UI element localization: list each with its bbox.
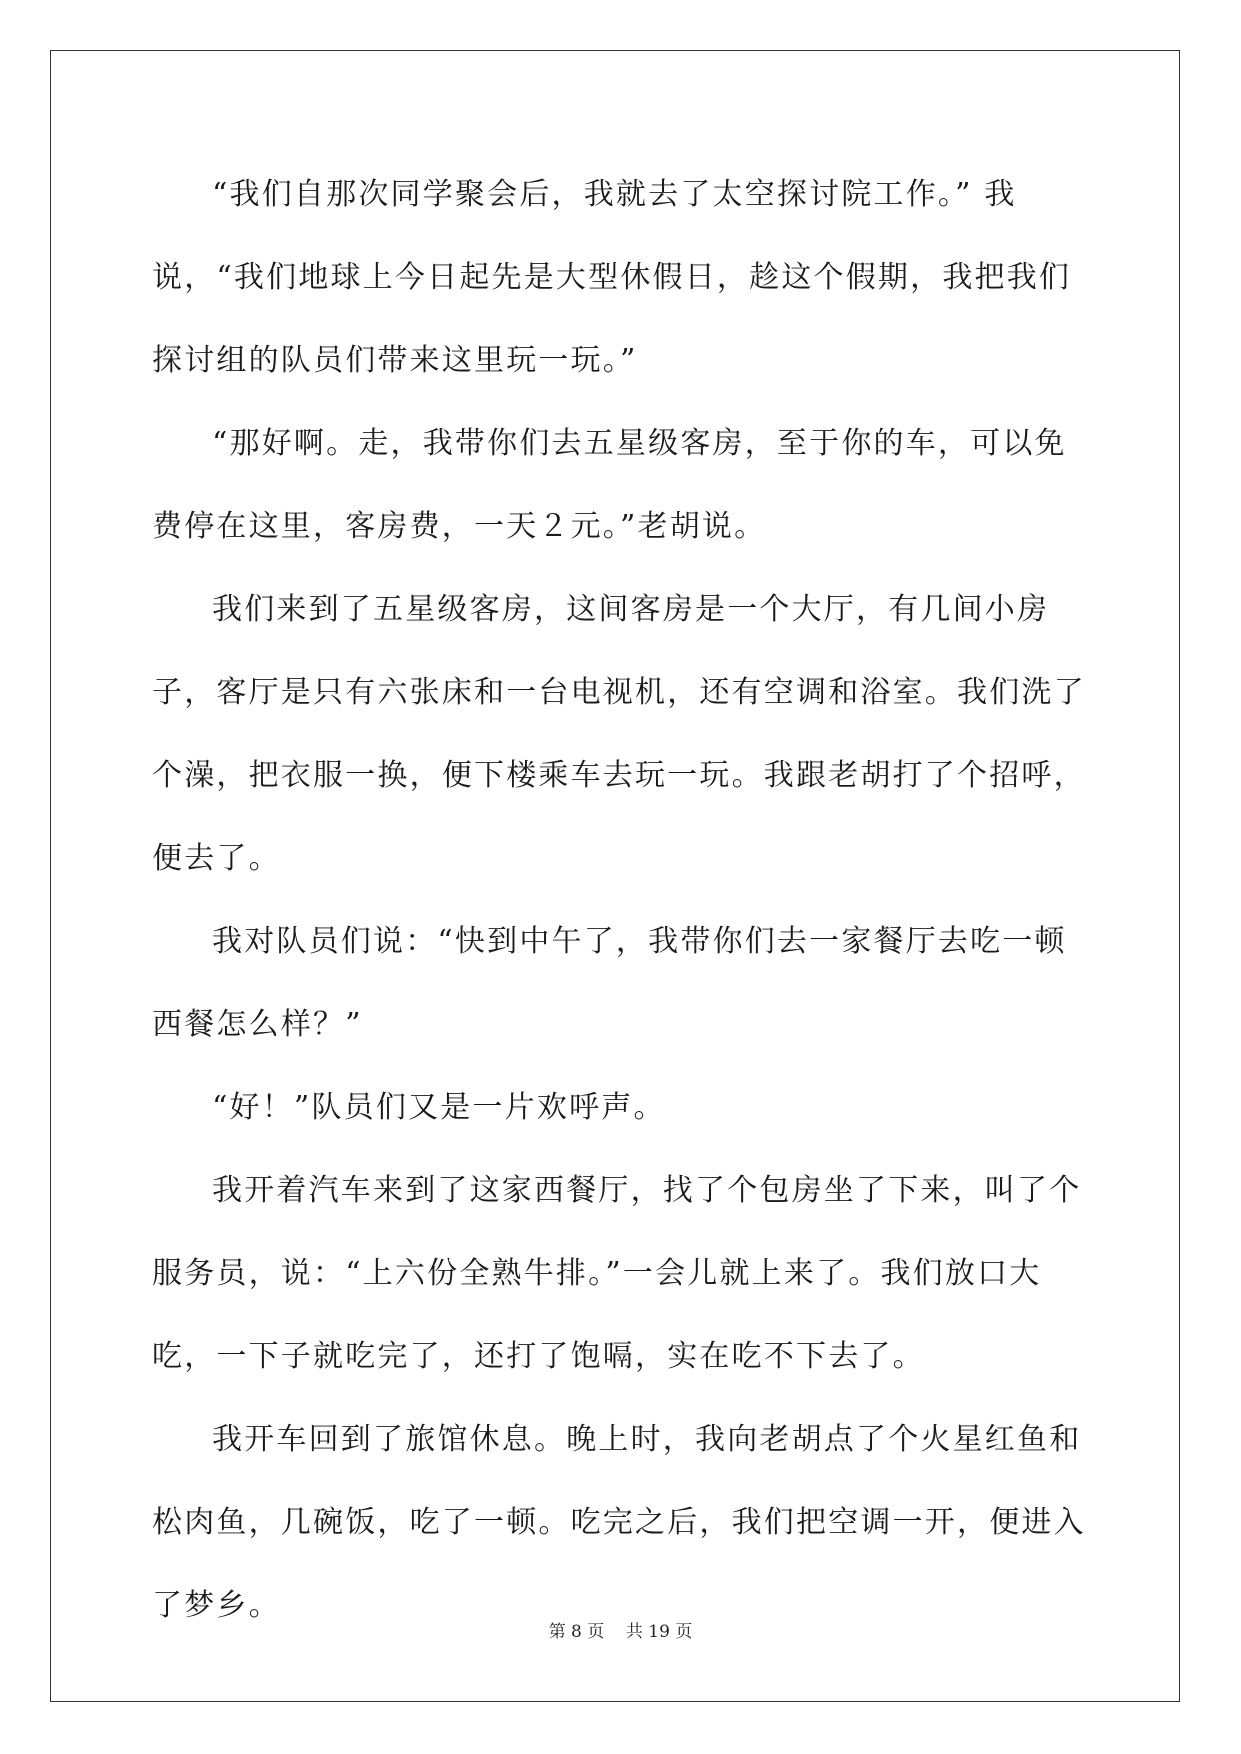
paragraph-2: “那好啊。走，我带你们去五星级客房，至于你的车，可以免费停在这里，客房费，一天２元。”老胡说。 — [152, 426, 1067, 544]
document-body — [152, 153, 1092, 1647]
paragraph-3: 我们来到了五星级客房，这间客房是一个大厅，有几间小房子，客厅是只有六张床和一台电视机，还有空调和浴室。我们洗了个澡，把衣服一换，便下楼乘车去玩一玩。我跟老胡打了个招呼，便去了。 — [152, 592, 1086, 876]
page-footer — [0, 1617, 1241, 1642]
page-total: 共 19 页 — [625, 1622, 693, 1642]
page-number: 第 8 页 — [548, 1622, 605, 1642]
paragraph-1: “我们自那次同学聚会后，我就去了太空探讨院工作。” 我说，“我们地球上今日起先是大型休假日，趁这个假期，我把我们探讨组的队员们带来这里玩一玩。” — [152, 177, 1072, 378]
paragraph-4: 我对队员们说：“快到中午了，我带你们去一家餐厅去吃一顿西餐怎么样？” — [152, 924, 1067, 1042]
paragraph-6: 我开着汽车来到了这家西餐厅，找了个包房坐了下来，叫了个服务员，说：“上六份全熟牛排。”一会儿就上来了。我们放口大吃，一下子就吃完了，还打了饱嗝，实在吃不下去了。 — [152, 1173, 1082, 1374]
paragraph-5: “好！”队员们又是一片欢呼声。 — [212, 1090, 666, 1125]
paragraph-7: 我开车回到了旅馆休息。晚上时，我向老胡点了个火星红鱼和松肉鱼，几碗饭，吃了一顿。吃完之后，我们把空调一开，便进入了梦乡。 — [152, 1422, 1086, 1623]
